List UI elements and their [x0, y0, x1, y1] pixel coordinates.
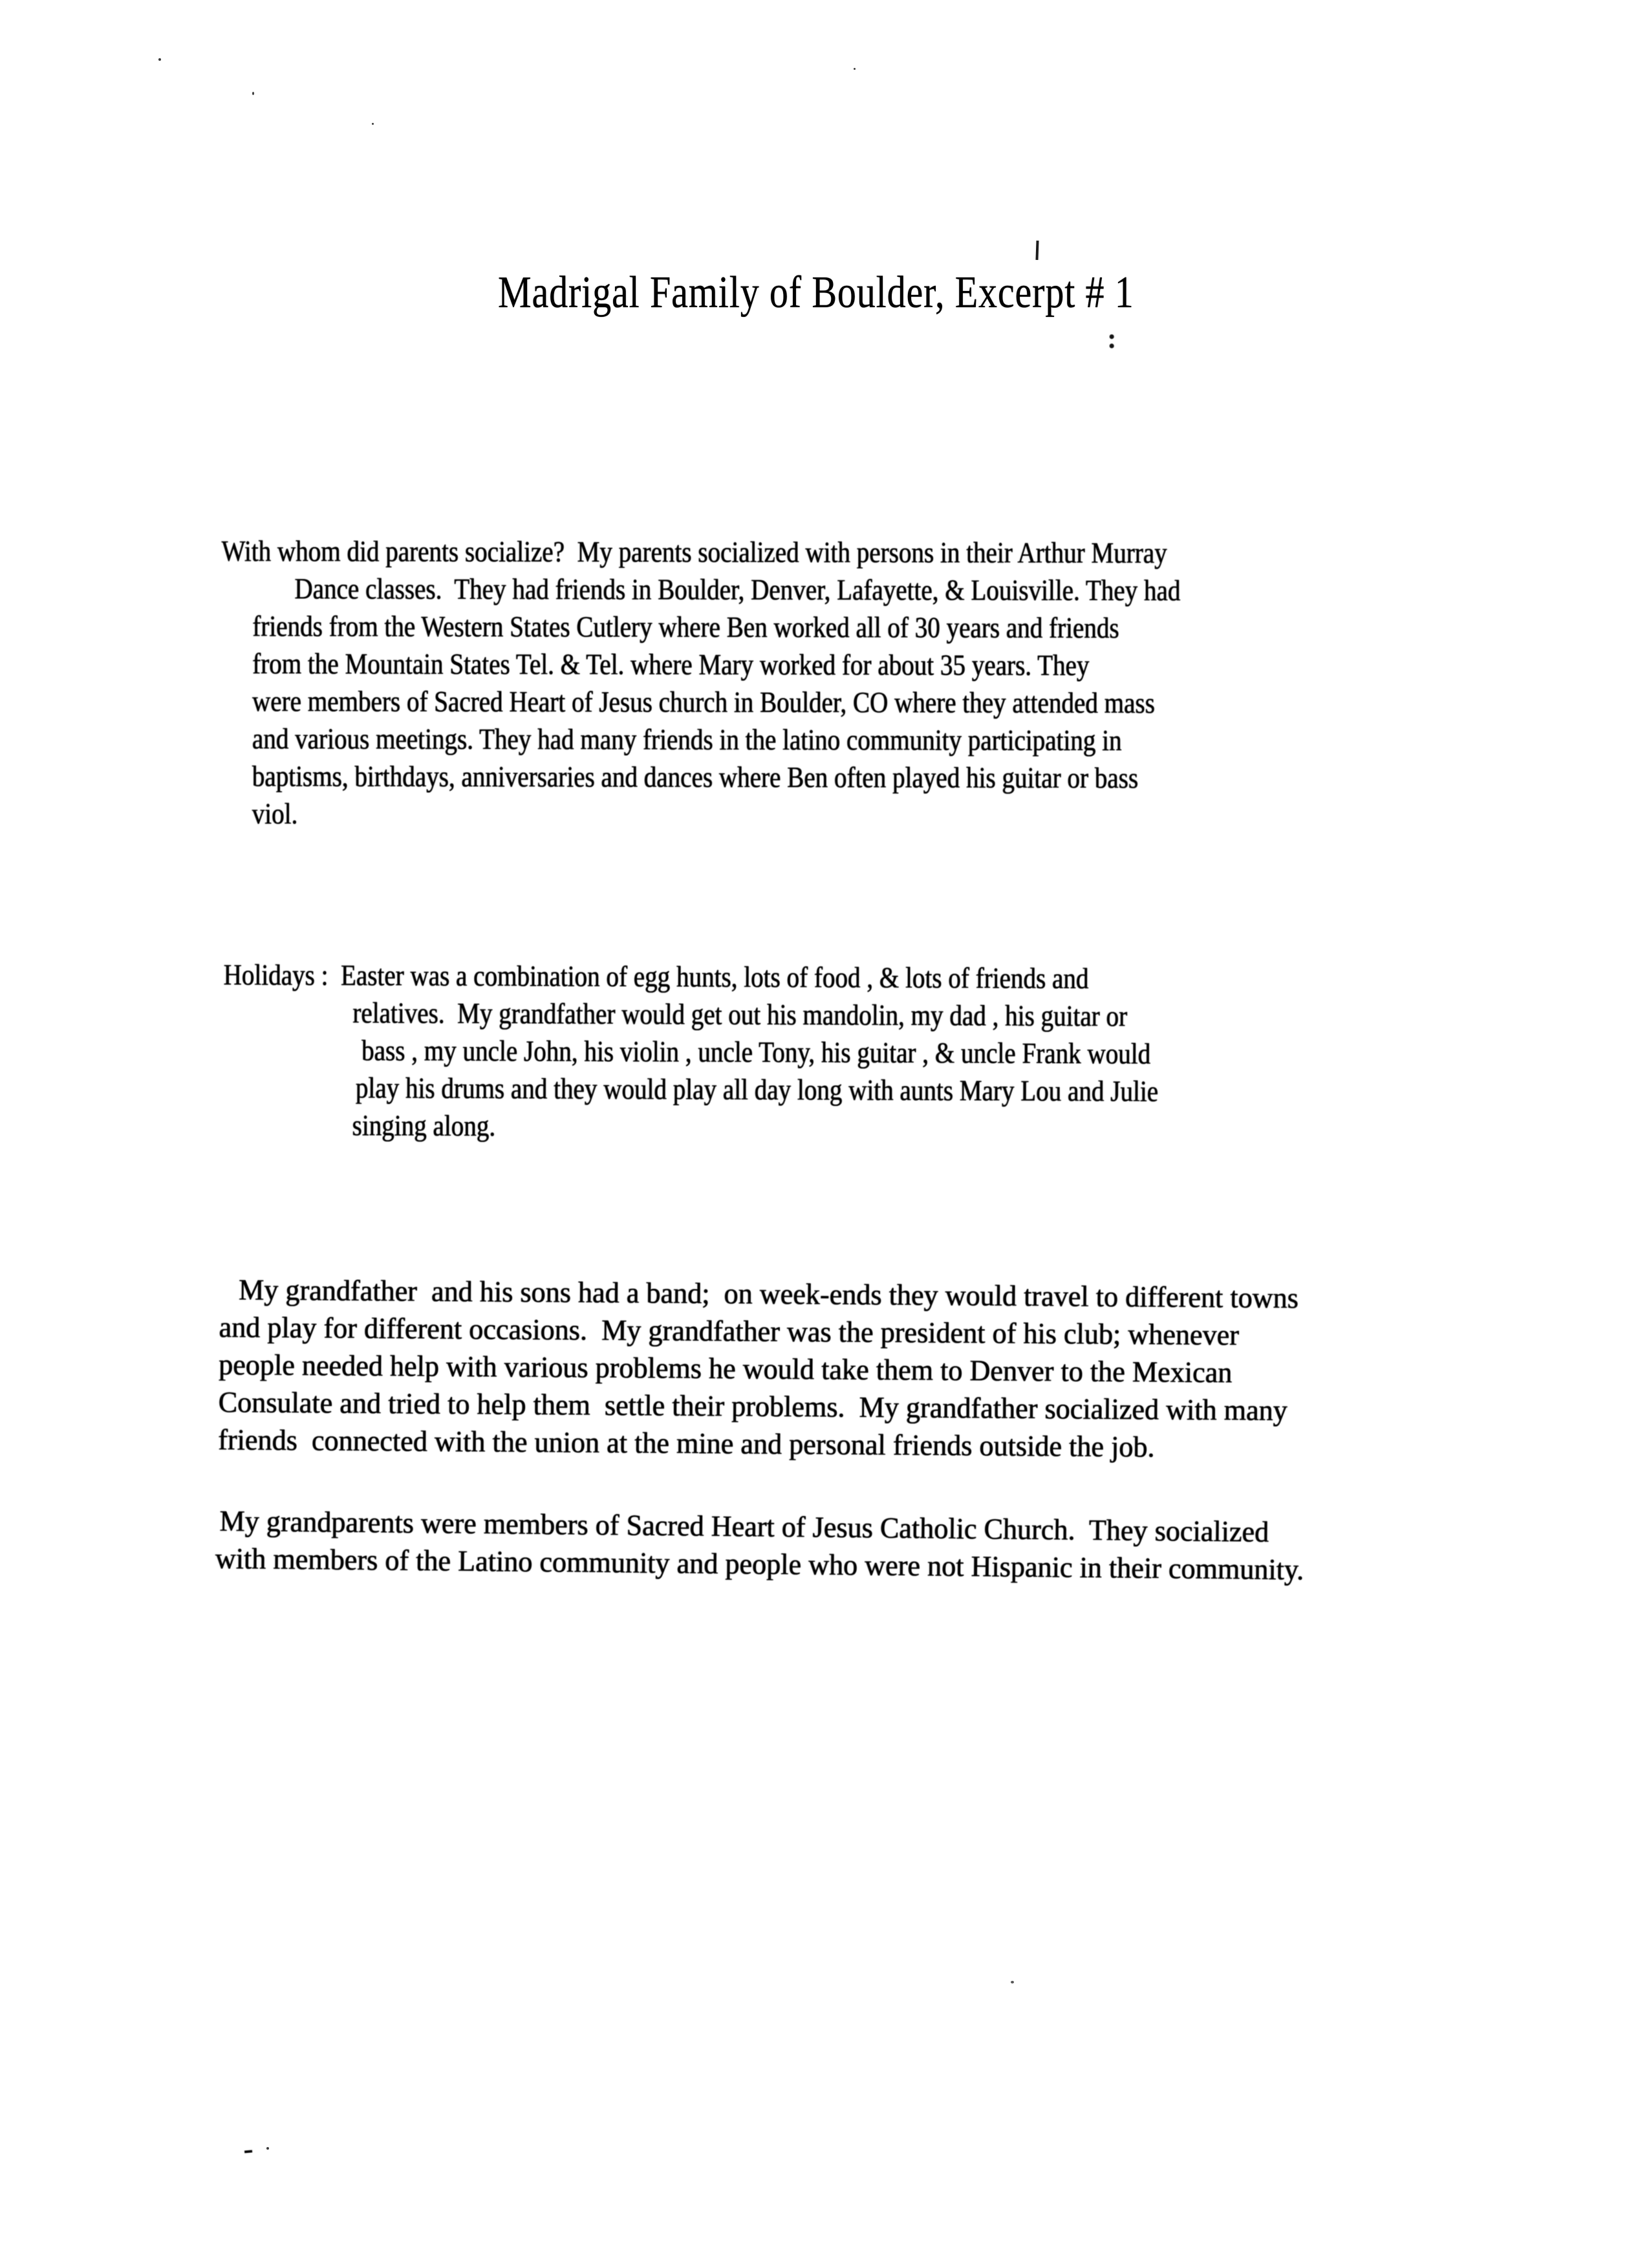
text-line: with members of the Latino community and people who were not Hispanic in their community.	[215, 1541, 1304, 1586]
scan-tick-mark	[1035, 241, 1039, 260]
text-line: play his drums and they would play all day long with aunts Mary Lou and Julie	[355, 1071, 1159, 1108]
text-line: from the Mountain States Tel. & Tel. where Mary worked for about 35 years. They	[252, 647, 1090, 682]
text-line: friends connected with the union at the mine and personal friends outside the job.	[217, 1423, 1155, 1463]
scan-speck	[1011, 1981, 1014, 1983]
scan-speck	[266, 2147, 269, 2150]
text-line: Consulate and tried to help them settle their problems. My grandfather socialized with many	[218, 1385, 1288, 1427]
text-line: and play for different occasions. My grandfather was the president of his club; whenever	[219, 1310, 1240, 1352]
text-line: viol.	[252, 797, 298, 830]
text-line: and various meetings. They had many friends in the latino community participating in	[252, 722, 1122, 757]
paragraph-grandfather-band	[218, 1271, 1342, 1467]
scan-speck	[158, 58, 161, 61]
text-line: relatives. My grandfather would get out his mandolin, my dad , his guitar or	[352, 996, 1128, 1033]
document-title: Madrigal Family of Boulder, Excerpt # 1	[498, 268, 1134, 318]
scan-colon-mark: :	[1107, 323, 1117, 354]
text-line: people needed help with various problems he would take them to Denver to the Mexican	[218, 1348, 1233, 1389]
paragraph-holidays	[222, 956, 1300, 1148]
paragraph-grandparents-church	[215, 1502, 1350, 1589]
scan-pen-dash-mark: -	[241, 2132, 253, 2166]
paragraph-parents-socialize	[221, 532, 1337, 835]
scan-speck	[854, 68, 856, 70]
text-line: singing along.	[352, 1108, 496, 1143]
text-line: My grandfather and his sons had a band; on week-ends they would travel to different towns	[238, 1273, 1299, 1315]
text-line: were members of Sacred Heart of Jesus church in Boulder, CO where they attended mass	[252, 684, 1155, 720]
text-line: bass , my uncle John, his violin , uncle Tony, his guitar , & uncle Frank would	[361, 1033, 1151, 1070]
text-line: With whom did parents socialize? My parents socialized with persons in their Arthur Murray	[221, 534, 1167, 570]
text-line: Dance classes. They had friends in Boulder, Denver, Lafayette, & Louisville. They had	[294, 572, 1181, 607]
text-line: baptisms, birthdays, anniversaries and dances where Ben often played his guitar or bass	[252, 759, 1139, 795]
scan-speck	[372, 123, 374, 125]
text-line: friends from the Western States Cutlery where Ben worked all of 30 years and friends	[252, 609, 1119, 645]
text-line: Holidays : Easter was a combination of egg hunts, lots of food , & lots of friends and	[223, 958, 1089, 995]
text-line: My grandparents were members of Sacred Heart of Jesus Catholic Church. They socialized	[219, 1504, 1269, 1548]
scan-speck	[252, 92, 254, 95]
